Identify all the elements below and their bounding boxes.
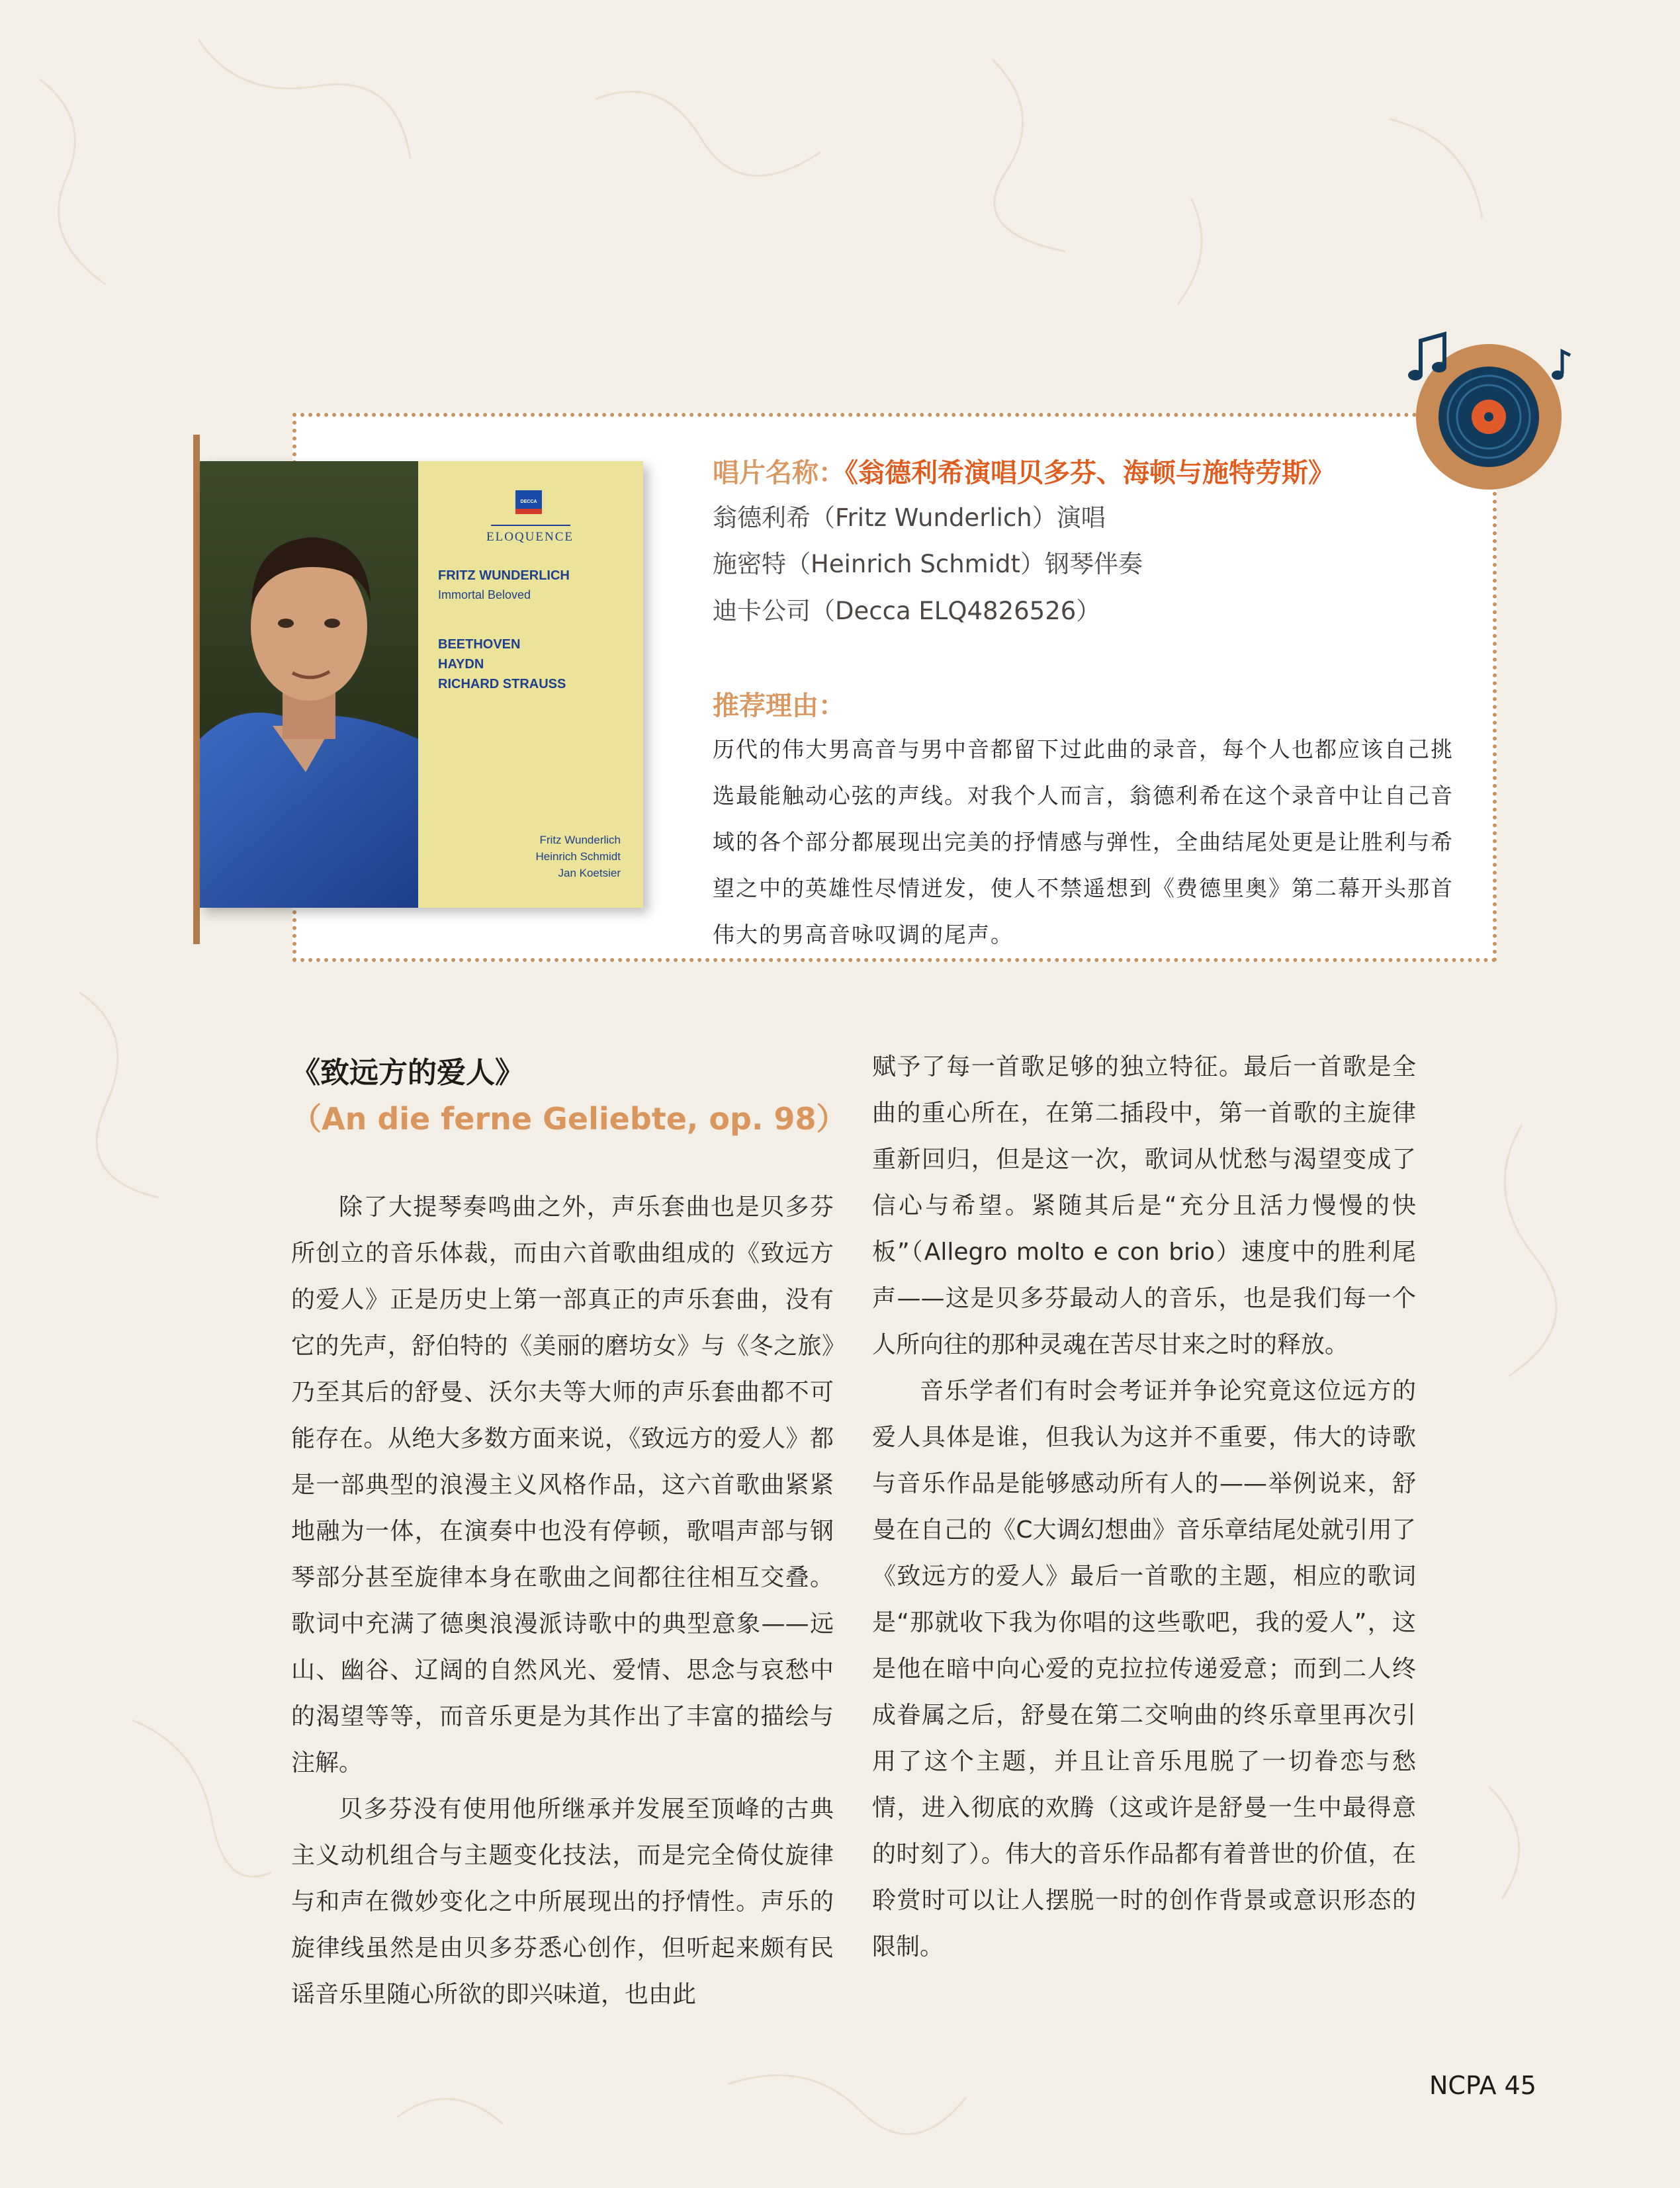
reason-text: 历代的伟大男高音与男中音都留下过此曲的录音，每个人也都应该自己挑选最能触动心弦的声线。对我个人而言，翁德利希在这个录音中让自己音域的各个部分都展现出完美的抒情感与弹性，全曲结尾处更是让胜利与希望之中的英雄性尽情迸发，使人不禁遥想到《费德里奥》第二幕开头那首伟大的男高音咏叹调的尾声。 (713, 736, 1454, 947)
cover-performers (536, 832, 621, 881)
cover-performer: Jan Koetsier (558, 867, 621, 879)
article-title: 《致远方的爱人》 (291, 1056, 524, 1090)
record-label: 迪卡公司（Decca ELQ4826526） (713, 597, 1101, 625)
cover-divider (491, 525, 570, 526)
panel-accent-bar (193, 435, 200, 944)
article-paragraph: 音乐学者们有时会考证并争论究竟这位远方的爱人具体是谁，但我认为这并不重要，伟大的诗歌与音乐作品是能够感动所有人的——举例说来，舒曼在自己的《C大调幻想曲》音乐章结尾处就引用了《致远方的爱人》最后一首歌的主题，相应的歌词是“那就收下我为你唱的这些歌吧，我的爱人”，这是他在暗中向心爱的克拉拉传递爱意；而到二人终成眷属之后，舒曼在第二交响曲的终乐章里再次引用了这个主题，并且让音乐甩脱了一切眷恋与愁情，进入彻底的欢腾（这或许是舒曼一生中最得意的时刻了）。伟大的音乐作品都有着普世的价值，在聆赏时可以让人摆脱一时的创作背景或意识形态的限制。 (872, 1378, 1416, 1960)
cover-performer: Heinrich Schmidt (535, 850, 621, 863)
reason-heading: 推荐理由： (713, 691, 845, 721)
record-title: 《翁德利希演唱贝多芬、海顿与施特劳斯》 (845, 458, 1335, 488)
article-paragraph-continued: 赋予了每一首歌足够的独立特征。最后一首歌是全曲的重心所在，在第二插段中，第一首歌的主旋律重新回归，但是这一次，歌词从忧愁与渴望变成了信心与希望。紧随其后是“充分且活力慢慢的快板”（Allegro molto e con brio）速度中的胜利尾声——这是贝多芬最动人的音乐，也是我们每一个人所向往的那种灵魂在苦尽甘来之时的释放。 (872, 1053, 1416, 1358)
record-singer: 翁德利希（Fritz Wunderlich）演唱 (713, 503, 1106, 532)
singer-portrait (200, 461, 418, 908)
article-paragraph: 贝多芬没有使用他所继承并发展至顶峰的古典主义动机组合与主题变化技法，而是完全倚仗旋律与和声在微妙变化之中所展现出的抒情性。声乐的旋律线虽然是由贝多芬悉心创作，但听起来颇有民谣音乐里随心所欲的即兴味道，也由此 (291, 1796, 834, 2008)
cover-composer: RICHARD STRAUSS (438, 677, 566, 691)
article-subtitle: （An die ferne Geliebte, op. 98） (291, 1101, 847, 1137)
cover-composers (438, 635, 566, 694)
decca-logo: DECCA (515, 490, 542, 514)
cover-subtitle: Immortal Beloved (438, 588, 531, 601)
record-title-label: 唱片名称： (713, 458, 845, 488)
cover-composer: HAYDN (438, 657, 484, 672)
record-pianist: 施密特（Heinrich Schmidt）钢琴伴奏 (713, 550, 1143, 578)
cover-text-area (418, 461, 643, 908)
page-footer (1429, 2071, 1536, 2100)
magazine-name: NCPA (1429, 2071, 1497, 2100)
cover-artist: FRITZ WUNDERLICH (438, 568, 570, 583)
cover-composer: BEETHOVEN (438, 637, 521, 652)
album-cover (200, 461, 643, 908)
record-title-line (713, 452, 1335, 490)
cover-performer: Fritz Wunderlich (539, 834, 621, 846)
page-number: 45 (1504, 2071, 1536, 2100)
article-left-column (291, 1184, 834, 2018)
vinyl-record-icon (1406, 328, 1575, 500)
article-paragraph: 除了大提琴奏鸣曲之外，声乐套曲也是贝多芬所创立的音乐体裁，而由六首歌曲组成的《致远方的爱人》正是历史上第一部真正的声乐套曲，没有它的先声，舒伯特的《美丽的磨坊女》与《冬之旅》乃至其后的舒曼、沃尔夫等大师的声乐套曲都不可能存在。从绝大多数方面来说，《致远方的爱人》都是一部典型的浪漫主义风格作品，这六首歌曲紧紧地融为一体，在演奏中也没有停顿，歌唱声部与钢琴部分甚至旋律本身在歌曲之间都往往相互交叠。歌词中充满了德奥浪漫派诗歌中的典型意象——远山、幽谷、辽阔的自然风光、爱情、思念与哀愁中的渴望等等，而音乐更是为其作出了丰富的描绘与注解。 (291, 1194, 834, 1776)
cover-series: ELOQUENCE (486, 530, 574, 544)
article-right-column (872, 1044, 1416, 1970)
